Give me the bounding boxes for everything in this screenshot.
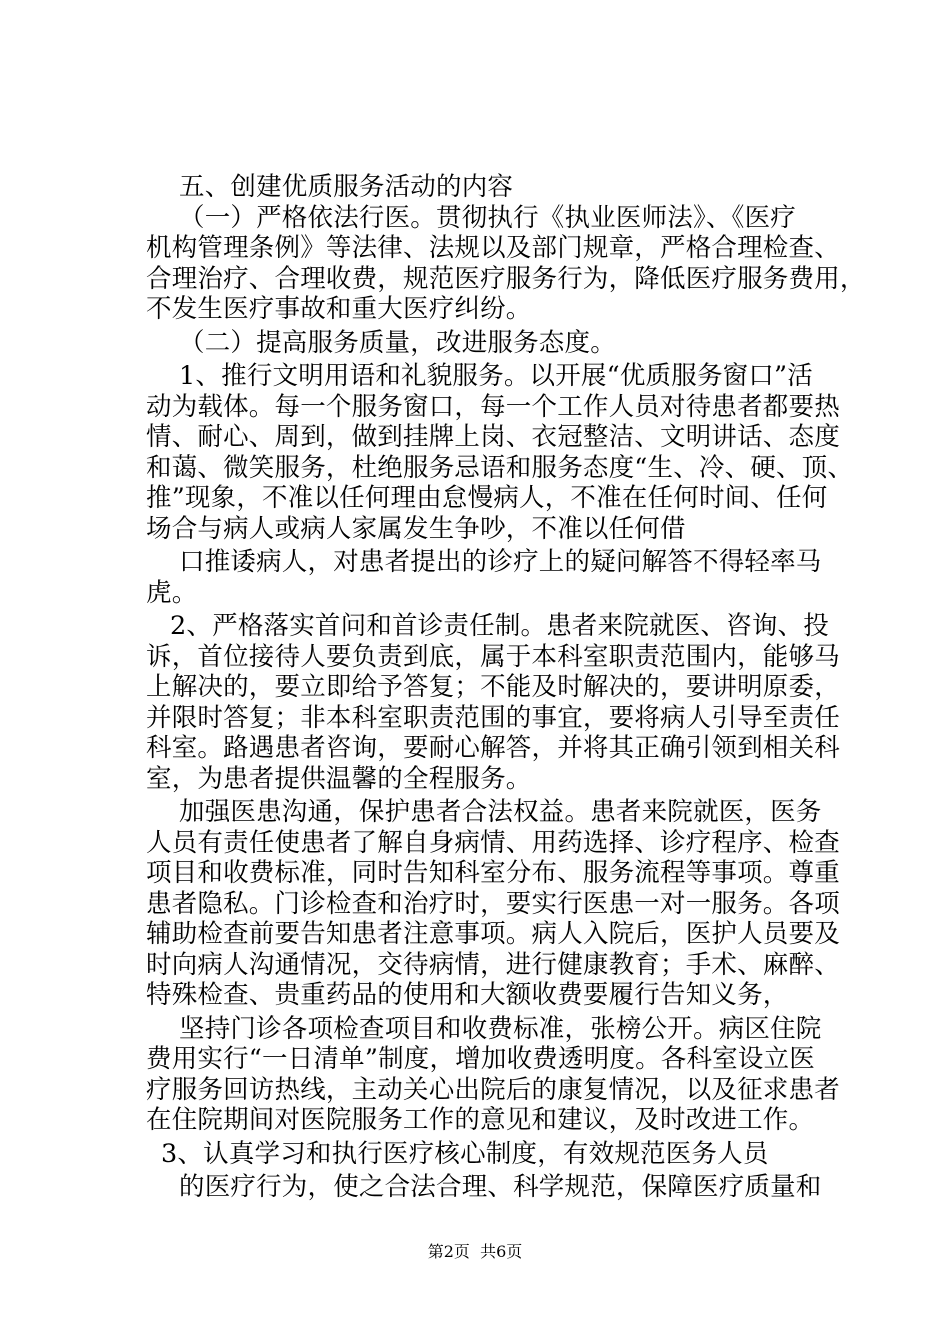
text-line: 动为载体。每一个服务窗口，每一个工作人员对待患者都要热 bbox=[146, 391, 840, 422]
text-line: 口推诿病人，对患者提出的诊疗上的疑问解答不得轻率马 bbox=[179, 547, 822, 577]
text-line: 加强医患沟通，保护患者合法权益。患者来院就医，医务 bbox=[179, 797, 822, 827]
text-line: 机构管理条例》等法律、法规以及部门规章，严格合理检查、 bbox=[146, 233, 840, 263]
text-line: 患者隐私。门诊检查和治疗时，要实行医患一对一服务。各项 bbox=[146, 888, 840, 919]
text-line: 2、严格落实首问和首诊责任制。患者来院就医、咨询、投 bbox=[170, 611, 829, 641]
text-line: 费用实行“一日清单”制度，增加收费透明度。各科室设立医 bbox=[146, 1044, 815, 1074]
subsection-heading: （二）提高服务质量，改进服务态度。 bbox=[179, 327, 616, 358]
text-line: 人员有责任使患者了解自身病情、用药选择、诊疗程序、检查 bbox=[146, 827, 840, 858]
text-line: （一）严格依法行医。贯彻执行《执业医师法》、《医疗 bbox=[179, 202, 797, 233]
text-line: 不发生医疗事故和重大医疗纠纷。 bbox=[146, 294, 532, 324]
text-line: 场合与病人或病人家属发生争吵，不准以任何借 bbox=[146, 513, 686, 544]
text-line: 虎。 bbox=[146, 577, 198, 608]
text-line: 坚持门诊各项检查项目和收费标准，张榜公开。病区住院 bbox=[179, 1013, 822, 1044]
text-line: 合理治疗、合理收费，规范医疗服务行为，降低医疗服务费用， bbox=[146, 263, 866, 294]
text-line: 科室。路遇患者咨询，要耐心解答，并将其正确引领到相关科 bbox=[146, 733, 840, 763]
text-line: 3、认真学习和执行医疗核心制度，有效规范医务人员 bbox=[161, 1138, 769, 1169]
text-line: 疗服务回访热线，主动关心出院后的康复情况，以及征求患者 bbox=[146, 1074, 840, 1105]
text-line: 上解决的，要立即给予答复；不能及时解决的，要讲明原委， bbox=[146, 672, 840, 702]
text-line: 时向病人沟通情况，交待病情，进行健康教育；手术、麻醉、 bbox=[146, 949, 840, 980]
text-line: 特殊检查、贵重药品的使用和大额收费要履行告知义务， bbox=[146, 980, 789, 1010]
text-line: 诉，首位接待人要负责到底，属于本科室职责范围内，能够马 bbox=[146, 641, 840, 672]
section-heading: 五、创建优质服务活动的内容 bbox=[179, 172, 514, 202]
text-line: 的医疗行为，使之合法合理、科学规范，保障医疗质量和 bbox=[179, 1172, 822, 1202]
text-line: 1、推行文明用语和礼貌服务。以开展“优质服务窗口”活 bbox=[179, 361, 813, 391]
text-line: 推”现象，不准以任何理由怠慢病人，不准在任何时间、任何 bbox=[146, 483, 828, 513]
text-line: 在住院期间对医院服务工作的意见和建议，及时改进工作。 bbox=[146, 1105, 815, 1135]
text-line: 项目和收费标准，同时告知科室分布、服务流程等事项。尊重 bbox=[146, 858, 840, 888]
page-footer: 第2页 共6页 bbox=[427, 1242, 523, 1261]
text-line: 并限时答复；非本科室职责范围的事宜，要将病人引导至责任 bbox=[146, 702, 840, 733]
text-line: 和蔼、微笑服务，杜绝服务忌语和服务态度“生、冷、硬、顶、 bbox=[146, 452, 854, 483]
text-line: 情、耐心、周到，做到挂牌上岗、衣冠整洁、文明讲话、态度 bbox=[146, 422, 840, 452]
text-line: 辅助检查前要告知患者注意事项。病人入院后，医护人员要及 bbox=[146, 919, 840, 949]
text-line: 室，为患者提供温馨的全程服务。 bbox=[146, 763, 532, 794]
document-body bbox=[146, 172, 866, 1203]
